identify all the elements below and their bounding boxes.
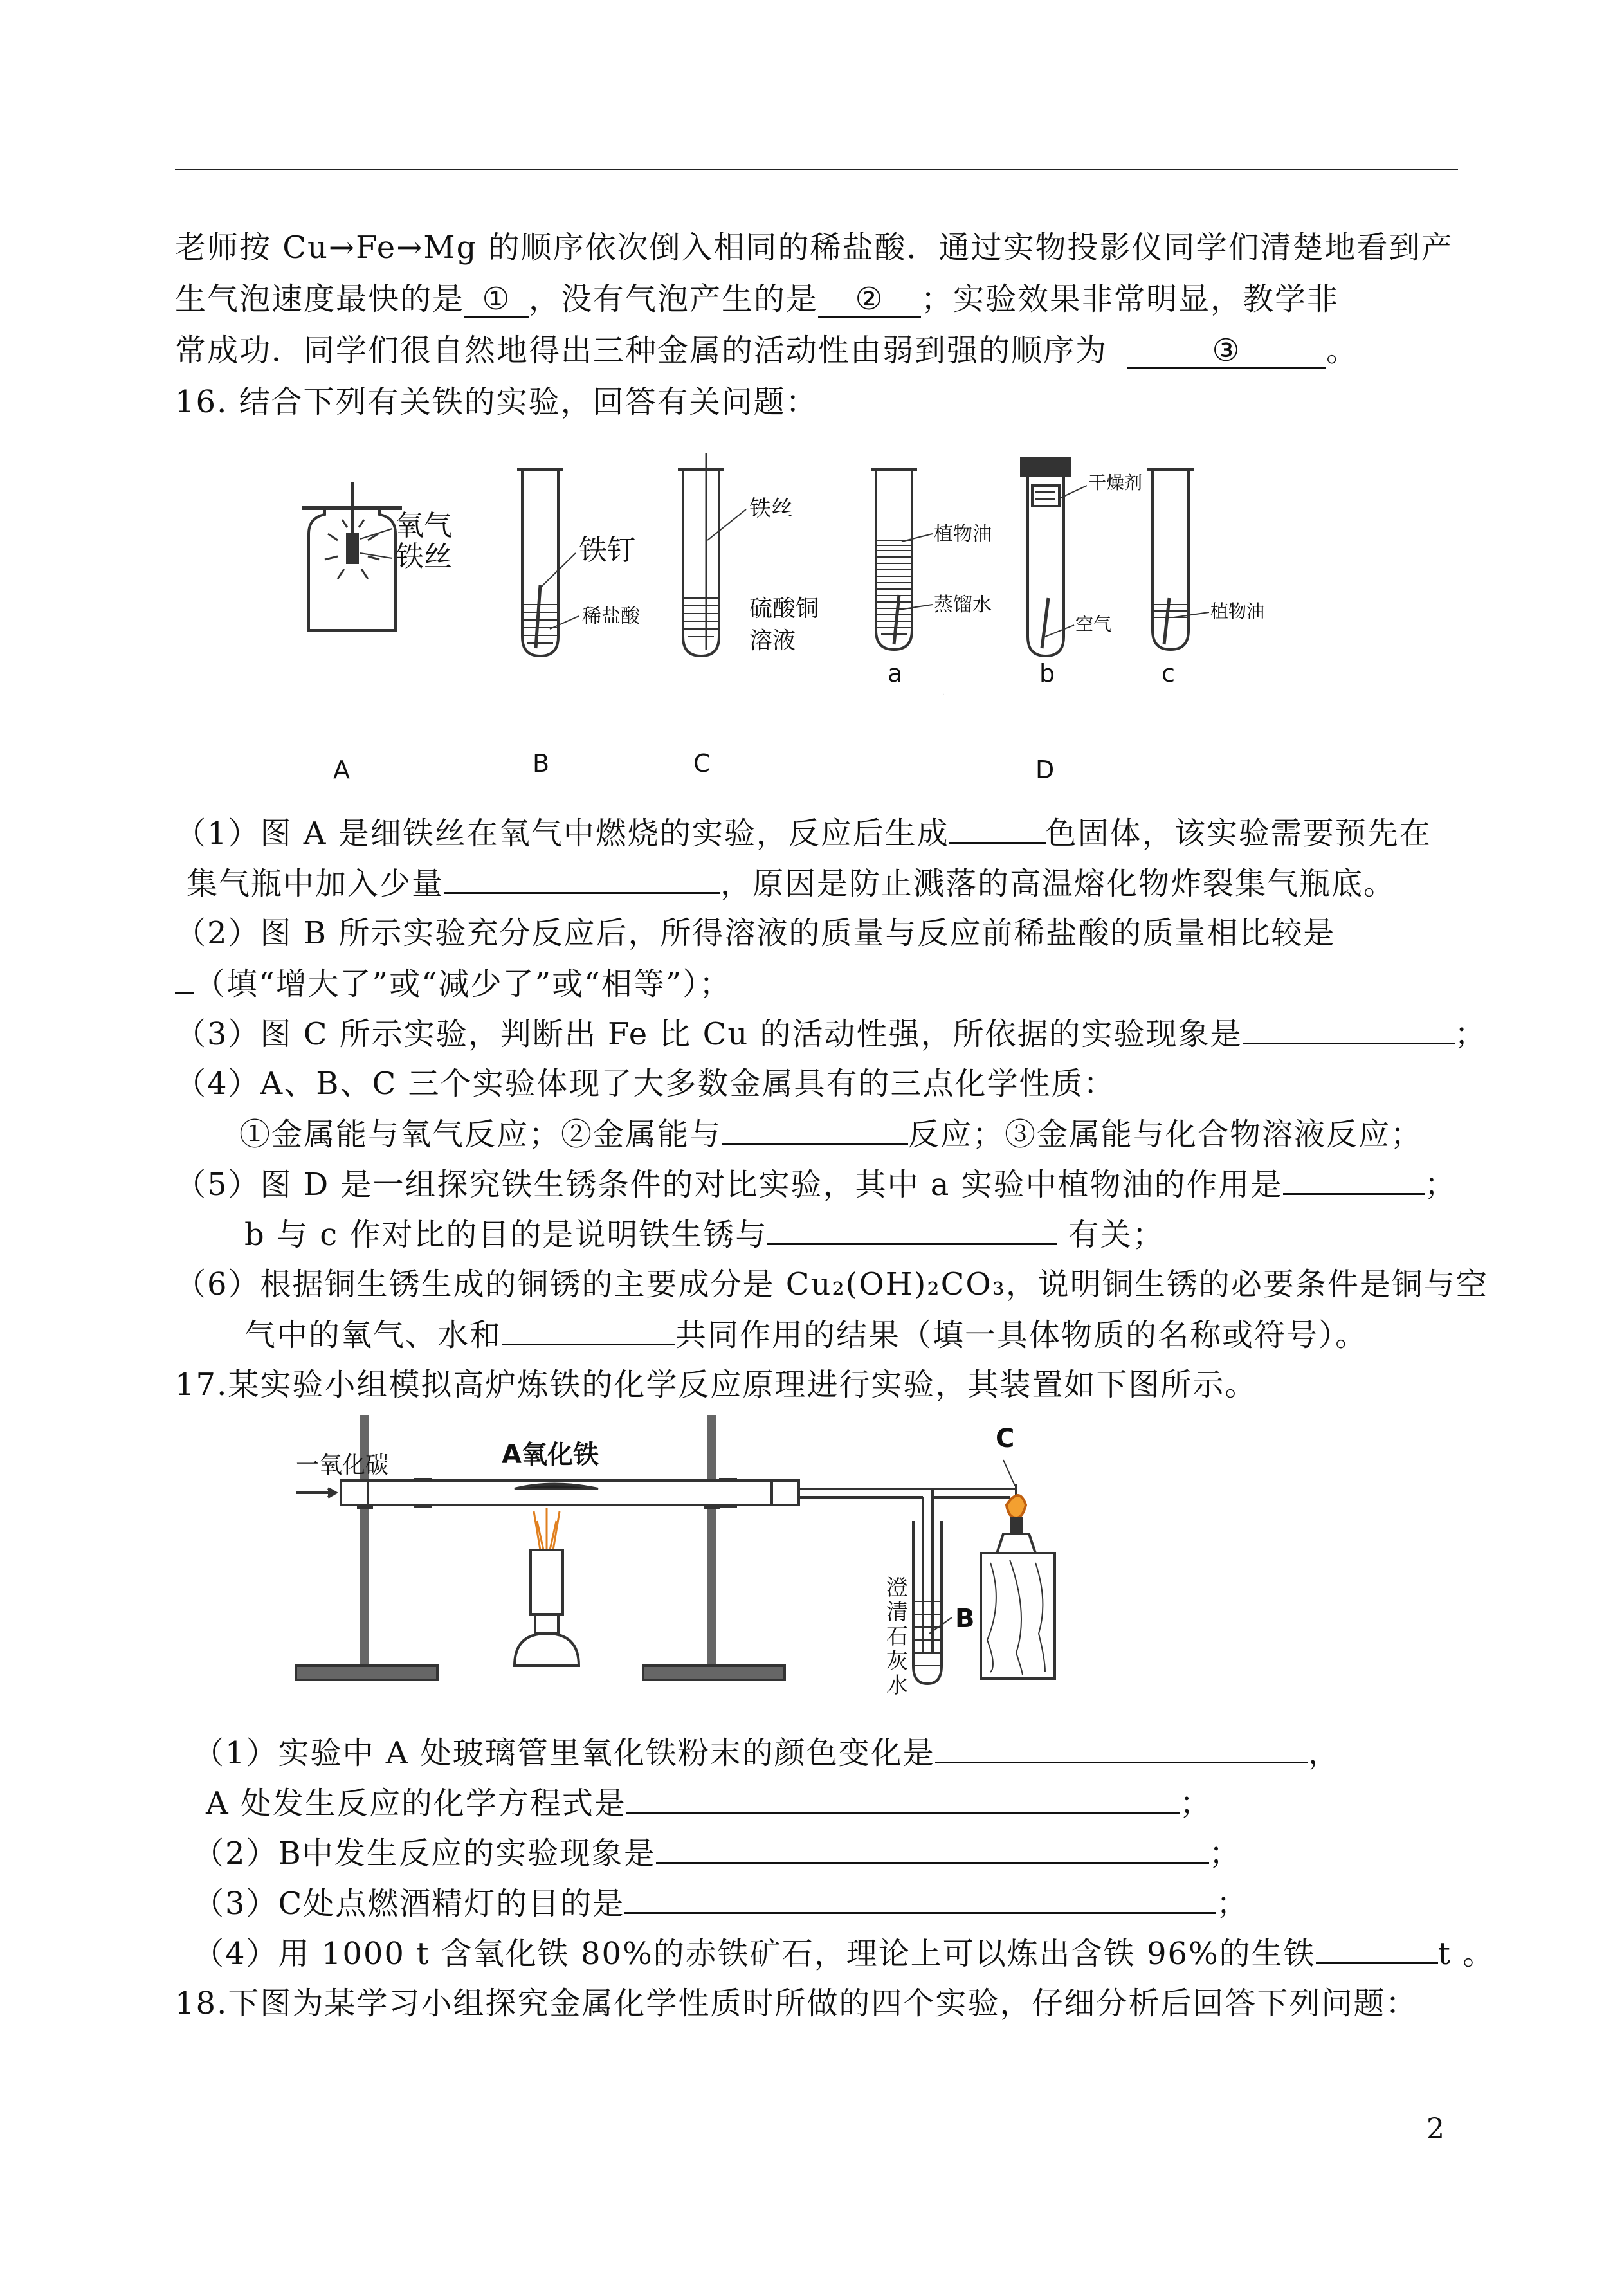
q17-s2: （2）B中发生反应的实验现象是 ； bbox=[193, 1834, 1241, 1873]
q16-s5-line1: （5）图 D 是一组探究铁生锈条件的对比实验，其中 a 实验中植物油的作用是 ； bbox=[175, 1165, 1457, 1204]
label-iron-nail: 铁钉 bbox=[579, 534, 635, 567]
p15-line3: 常成功．同学们很自然地得出三种金属的活动性由弱到强的顺序为 ③ 。 bbox=[175, 333, 1359, 369]
label-fig-d-b: b bbox=[1039, 659, 1055, 688]
label-carbon-monoxide: 一氧化碳 bbox=[296, 1452, 389, 1479]
figure-c-tube bbox=[678, 453, 746, 656]
header-rule bbox=[175, 169, 1458, 170]
label-fig-c: C bbox=[693, 749, 711, 778]
label-fig-b: B bbox=[533, 749, 550, 778]
q16-s2-line1: （2）图 B 所示实验充分反应后，所得溶液的质量与反应前稀盐酸的质量相比较是 bbox=[175, 915, 1336, 951]
q17-s4: （4）用 1000 t 含氧化铁 80%的赤铁矿石，理论上可以炼出含铁 96%的生铁 t 。 bbox=[193, 1934, 1495, 1973]
q16-title: 16. 结合下列有关铁的实验，回答有关问题： bbox=[175, 384, 818, 420]
figure-a-jar bbox=[302, 482, 402, 630]
p15-line1: 老师按 Cu→Fe→Mg 的顺序依次倒入相同的稀盐酸．通过实物投影仪同学们清楚地看到产 bbox=[175, 230, 1453, 266]
label-b: B bbox=[955, 1604, 975, 1634]
label-oxygen: 氧气 bbox=[396, 509, 452, 542]
label-veg-oil: 植物油 bbox=[934, 523, 992, 545]
label-cuso4-2: 溶液 bbox=[749, 628, 796, 654]
label-cuso4-1: 硫酸铜 bbox=[749, 596, 819, 622]
blank-2: ② bbox=[818, 282, 921, 318]
label-fig-d-c: c bbox=[1162, 659, 1175, 688]
blank-3: ③ bbox=[1127, 334, 1326, 369]
p15-line2: 生气泡速度最快的是 ① ，没有气泡产生的是 ② ；实验效果非常明显，教学非 bbox=[175, 281, 1340, 317]
label-dilute-hcl: 稀盐酸 bbox=[582, 605, 640, 628]
q16-s1-line1: （1）图 A 是细铁丝在氧气中燃烧的实验，反应后生成 色固体，该实验需要预先在 bbox=[175, 814, 1432, 853]
q16-figure bbox=[283, 444, 1265, 791]
figure-d-a-tube bbox=[871, 469, 933, 650]
q17-s1-line2: A 处发生反应的化学方程式是 ； bbox=[206, 1783, 1212, 1823]
label-limewater-3: 石 bbox=[886, 1624, 908, 1650]
label-iron-wire: 铁丝 bbox=[396, 540, 452, 573]
q16-s4-line2: ①金属能与氧气反应；②金属能与 反应；③金属能与化合物溶液反应； bbox=[239, 1115, 1423, 1154]
q16-s6-line1: （6）根据铜生锈生成的铜锈的主要成分是 Cu₂(OH)₂CO₃，说明铜生锈的必要条件是铜与空 bbox=[175, 1266, 1488, 1302]
q16-s3: （3）图 C 所示实验，判断出 Fe 比 Cu 的活动性强，所依据的实验现象是 ； bbox=[175, 1014, 1487, 1053]
blank-1: ① bbox=[464, 282, 529, 318]
label-a-iron-oxide: A氧化铁 bbox=[502, 1440, 599, 1470]
label-limewater-2: 清 bbox=[886, 1599, 908, 1625]
svg-text:.: . bbox=[942, 689, 945, 697]
q18-title: 18.下图为某学习小组探究金属化学性质时所做的四个实验，仔细分析后回答下列问题： bbox=[175, 1985, 1418, 2021]
q16-s5-line2: b 与 c 作对比的目的是说明铁生锈与 有关； bbox=[244, 1215, 1165, 1254]
label-veg-oil-c: 植物油 bbox=[1210, 601, 1265, 622]
q17-s3: （3）C处点燃酒精灯的目的是 ； bbox=[193, 1884, 1248, 1923]
q17-s1-line1: （1）实验中 A 处玻璃管里氧化铁粉末的颜色变化是 ， bbox=[193, 1733, 1340, 1772]
q16-s4: （4）A、B、C 三个实验体现了大多数金属具有的三点化学性质： bbox=[175, 1066, 1116, 1102]
label-limewater-4: 灰 bbox=[886, 1648, 908, 1674]
label-air: 空气 bbox=[1075, 614, 1112, 635]
label-limewater-1: 澄 bbox=[886, 1575, 908, 1601]
label-fig-d: D bbox=[1035, 756, 1055, 784]
label-c: C bbox=[996, 1424, 1015, 1453]
label-desiccant: 干燥剂 bbox=[1088, 472, 1143, 493]
label-limewater-5: 水 bbox=[886, 1673, 908, 1699]
q17-title: 17.某实验小组模拟高炉炼铁的化学反应原理进行实验，其装置如下图所示。 bbox=[175, 1367, 1257, 1403]
q17-figure bbox=[283, 1408, 1119, 1704]
label-fig-a: A bbox=[333, 756, 350, 784]
label-distilled-water: 蒸馏水 bbox=[934, 594, 992, 616]
q16-s6-line2: 气中的氧气、水和 共同作用的结果（填一具体物质的名称或符号）。 bbox=[244, 1315, 1367, 1354]
label-fig-d-a: a bbox=[888, 659, 903, 688]
q16-s1-line2: 集气瓶中加入少量 ，原因是防止溅落的高温熔化物炸裂集气瓶底。 bbox=[187, 864, 1396, 903]
q16-s2-line2: （填“增大了”或“减少了”或“相等”）； bbox=[175, 964, 731, 1003]
page-number: 2 bbox=[1426, 2113, 1444, 2146]
label-iron-wire-c: 铁丝 bbox=[749, 496, 793, 522]
figure-d-c-tube bbox=[1147, 469, 1209, 650]
figure-b-tube bbox=[517, 469, 579, 656]
